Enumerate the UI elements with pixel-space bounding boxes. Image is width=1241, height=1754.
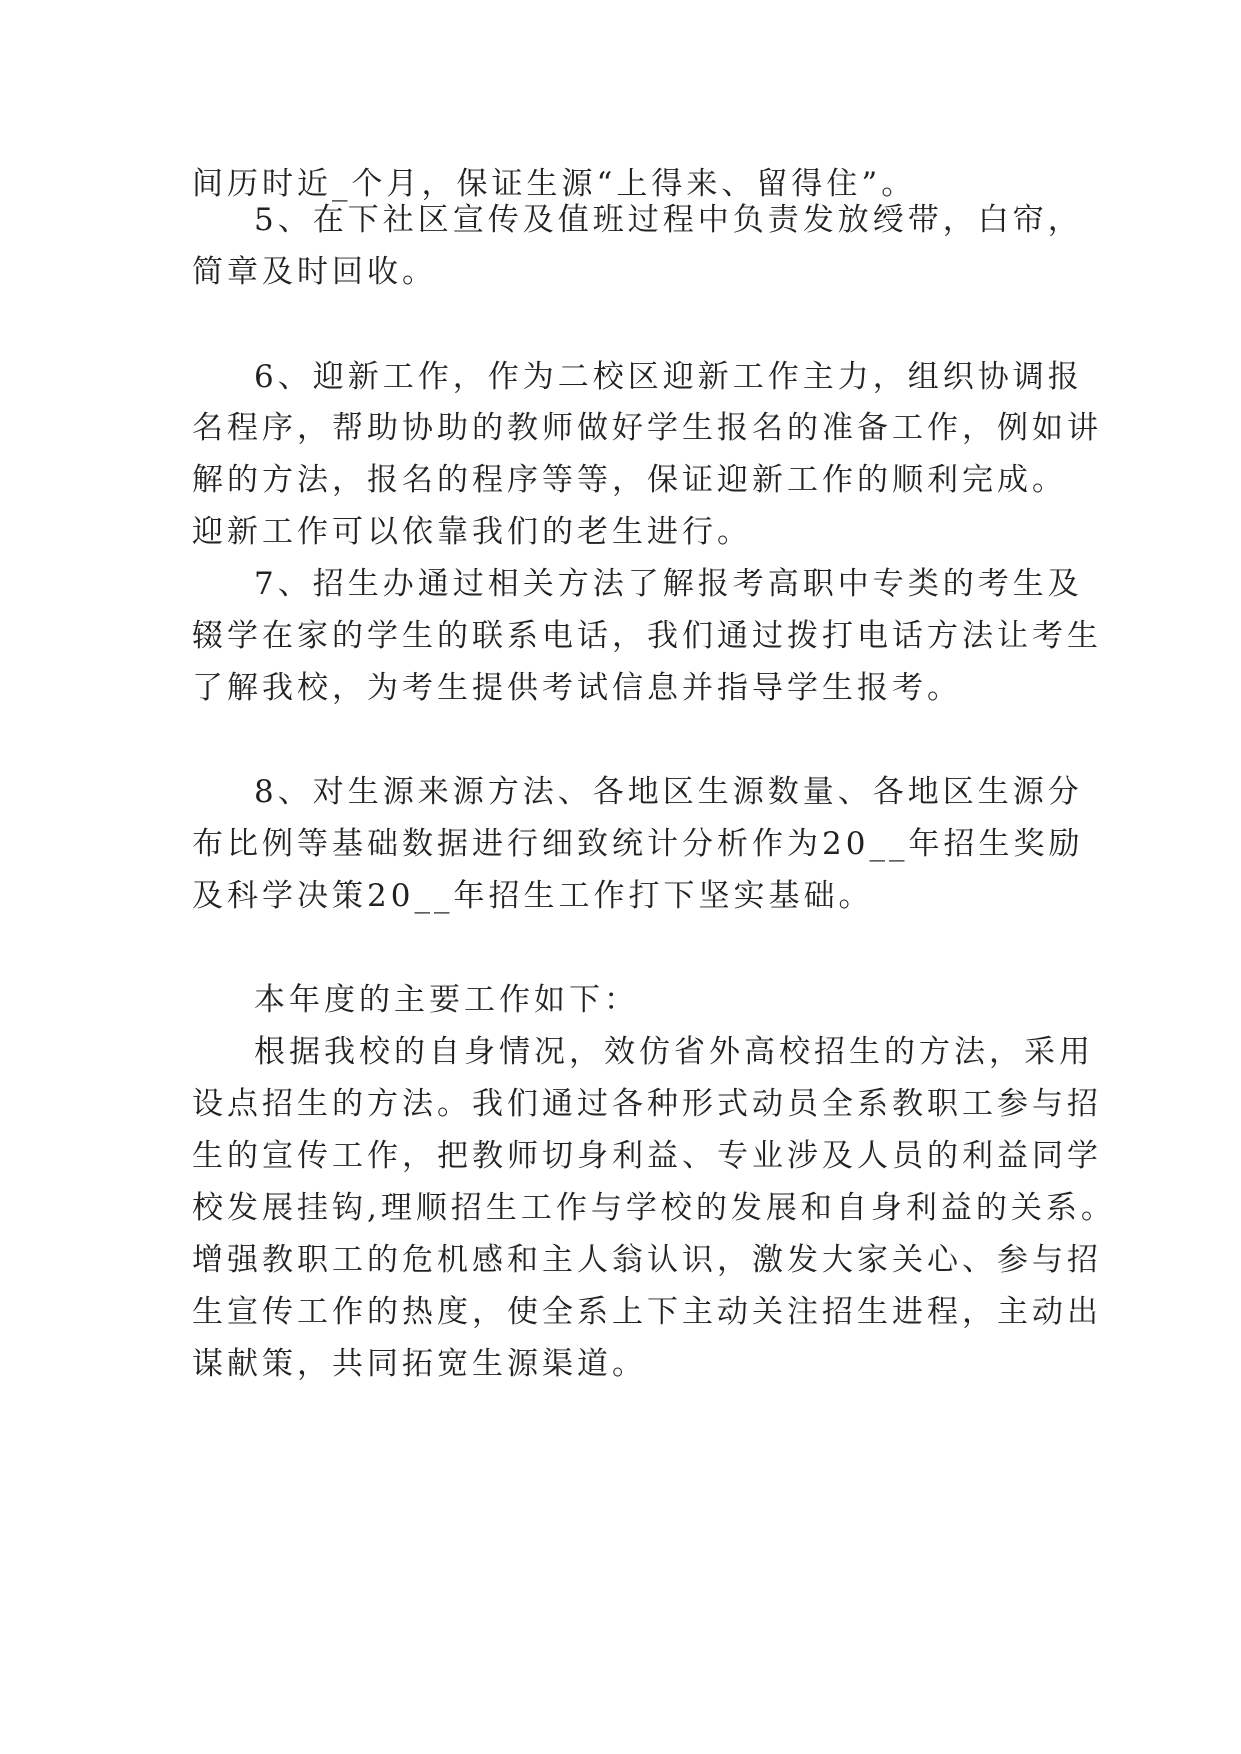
text-line: 设点招生的方法。我们通过各种形式动员全系教职工参与招 <box>192 1086 1102 1122</box>
text-line: 及科学决策20__年招生工作打下坚实基础。 <box>192 878 874 914</box>
text-line: 布比例等基础数据进行细致统计分析作为20__年招生奖励 <box>192 826 1084 862</box>
text-line: 7、招生办通过相关方法了解报考高职中专类的考生及 <box>254 566 1083 602</box>
text-line: 根据我校的自身情况，效仿省外高校招生的方法，采用 <box>254 1034 1094 1070</box>
text-line: 5、在下社区宣传及值班过程中负责发放绶带，白帘， <box>254 202 1083 238</box>
text-line: 间历时近_个月，保证生源“上得来、留得住”。 <box>192 166 917 202</box>
text-line: 谋献策，共同拓宽生源渠道。 <box>192 1346 647 1382</box>
text-line: 名程序，帮助协助的教师做好学生报名的准备工作，例如讲 <box>192 410 1102 446</box>
text-line: 解的方法，报名的程序等等，保证迎新工作的顺利完成。 <box>192 462 1067 498</box>
text-line: 6、迎新工作，作为二校区迎新工作主力，组织协调报 <box>254 359 1083 395</box>
text-line: 简章及时回收。 <box>192 254 437 290</box>
text-line: 生的宣传工作，把教师切身利益、专业涉及人员的利益同学 <box>192 1138 1102 1174</box>
text-line: 迎新工作可以依靠我们的老生进行。 <box>192 514 752 550</box>
text-line: 8、对生源来源方法、各地区生源数量、各地区生源分 <box>254 774 1083 810</box>
text-line: 辍学在家的学生的联系电话，我们通过拨打电话方法让考生 <box>192 618 1102 654</box>
text-line: 增强教职工的危机感和主人翁认识，激发大家关心、参与招 <box>192 1242 1102 1278</box>
text-line: 生宣传工作的热度，使全系上下主动关注招生进程，主动出 <box>192 1294 1102 1330</box>
text-line: 本年度的主要工作如下： <box>254 982 639 1018</box>
text-line: 了解我校，为考生提供考试信息并指导学生报考。 <box>192 670 962 706</box>
text-line: 校发展挂钩,理顺招生工作与学校的发展和自身利益的关系。 <box>192 1190 1116 1226</box>
